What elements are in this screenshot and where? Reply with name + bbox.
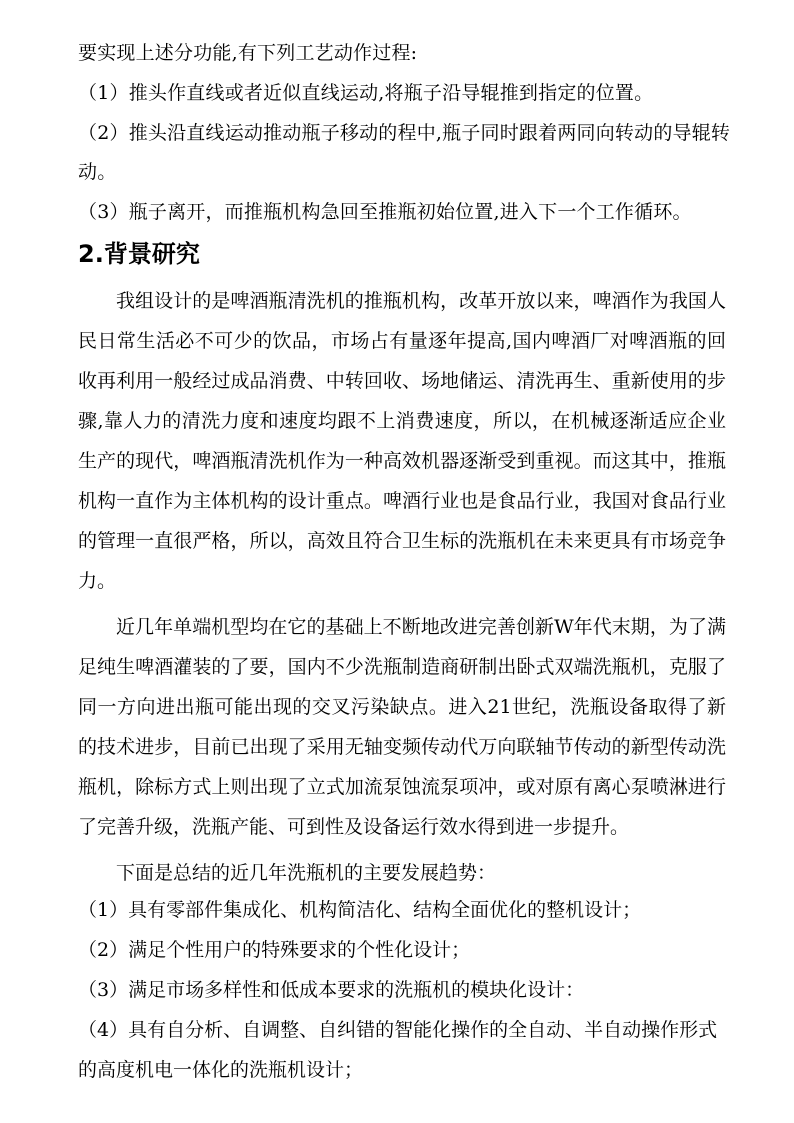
document-page [78,40,731,1104]
trend-item-4: （4）具有自分析、自调整、自纠错的智能化操作的全自动、半自动操作形式 的高度机电一体化的洗瓶机设计； [78,1019,718,1081]
trends-intro-paragraph: 下面是总结的近几年洗瓶机的主要发展趋势： [116,862,497,884]
process-step-2-continued: 动。 [78,161,117,183]
intro-line: 要实现上述分功能,有下列工艺动作过程: [78,42,418,64]
trend-item-1: （1）具有零部件集成化、机构简洁化、结构全面优化的整机设计； [78,899,642,921]
section-heading: 2.背景研究 [78,240,200,268]
trend-item-2: （2）满足个性用户的特殊要求的个性化设计； [78,939,471,961]
process-step-2: （2）推头沿直线运动推动瓶子移动的程中,瓶子同时跟着两同向转动的导辊转 [78,122,731,144]
process-step-1: （1）推头作直线或者近似直线运动,将瓶子沿导辊推到指定的位置。 [78,82,654,104]
trend-item-3: （3）满足市场多样性和低成本要求的洗瓶机的模块化设计： [78,979,585,1001]
process-step-3: （3）瓶子离开，而推瓶机构急回至推瓶初始位置,进入下一个工作循环。 [78,201,692,223]
background-paragraph-1: 我组设计的是啤酒瓶清洗机的推瓶机构，改革开放以来，啤酒作为我国人民日常生活必不可少的饮品，市场占有量逐年提高,国内啤酒厂对啤酒瓶的回收再利用一般经过成品消费、中转回收、场地储运、清洗再生、重新使用的步骤,靠人力的清洗力度和速度均跟不上消费速度，所以，在机械逐渐适应企业生产的现代，啤酒瓶清洗机作为一种高效机器逐渐受到重视。而这其中，推瓶机构一直作为主体机构的设计重点。啤酒行业也是食品行业，我国对食品行业的管理一直很严格，所以，高效且符合卫生标的洗瓶机在未来更具有市场竞争力。 [78,290,726,592]
background-paragraph-2: 近几年单端机型均在它的基础上不断地改进完善创新W年代末期，为了满足纯生啤酒灌装的了要，国内不少洗瓶制造商研制出卧式双端洗瓶机，克服了同一方向进出瓶可能出现的交叉污染缺点。进入21世纪，洗瓶设备取得了新的技术进步，目前已出现了采用无轴变频传动代万向联轴节传动的新型传动洗瓶机，除标方式上则出现了立式加流泵蚀流泵项冲，或对原有离心泵喷淋进行了完善升级，洗瓶产能、可到性及设备运行效水得到进一步提升。 [78,616,726,838]
